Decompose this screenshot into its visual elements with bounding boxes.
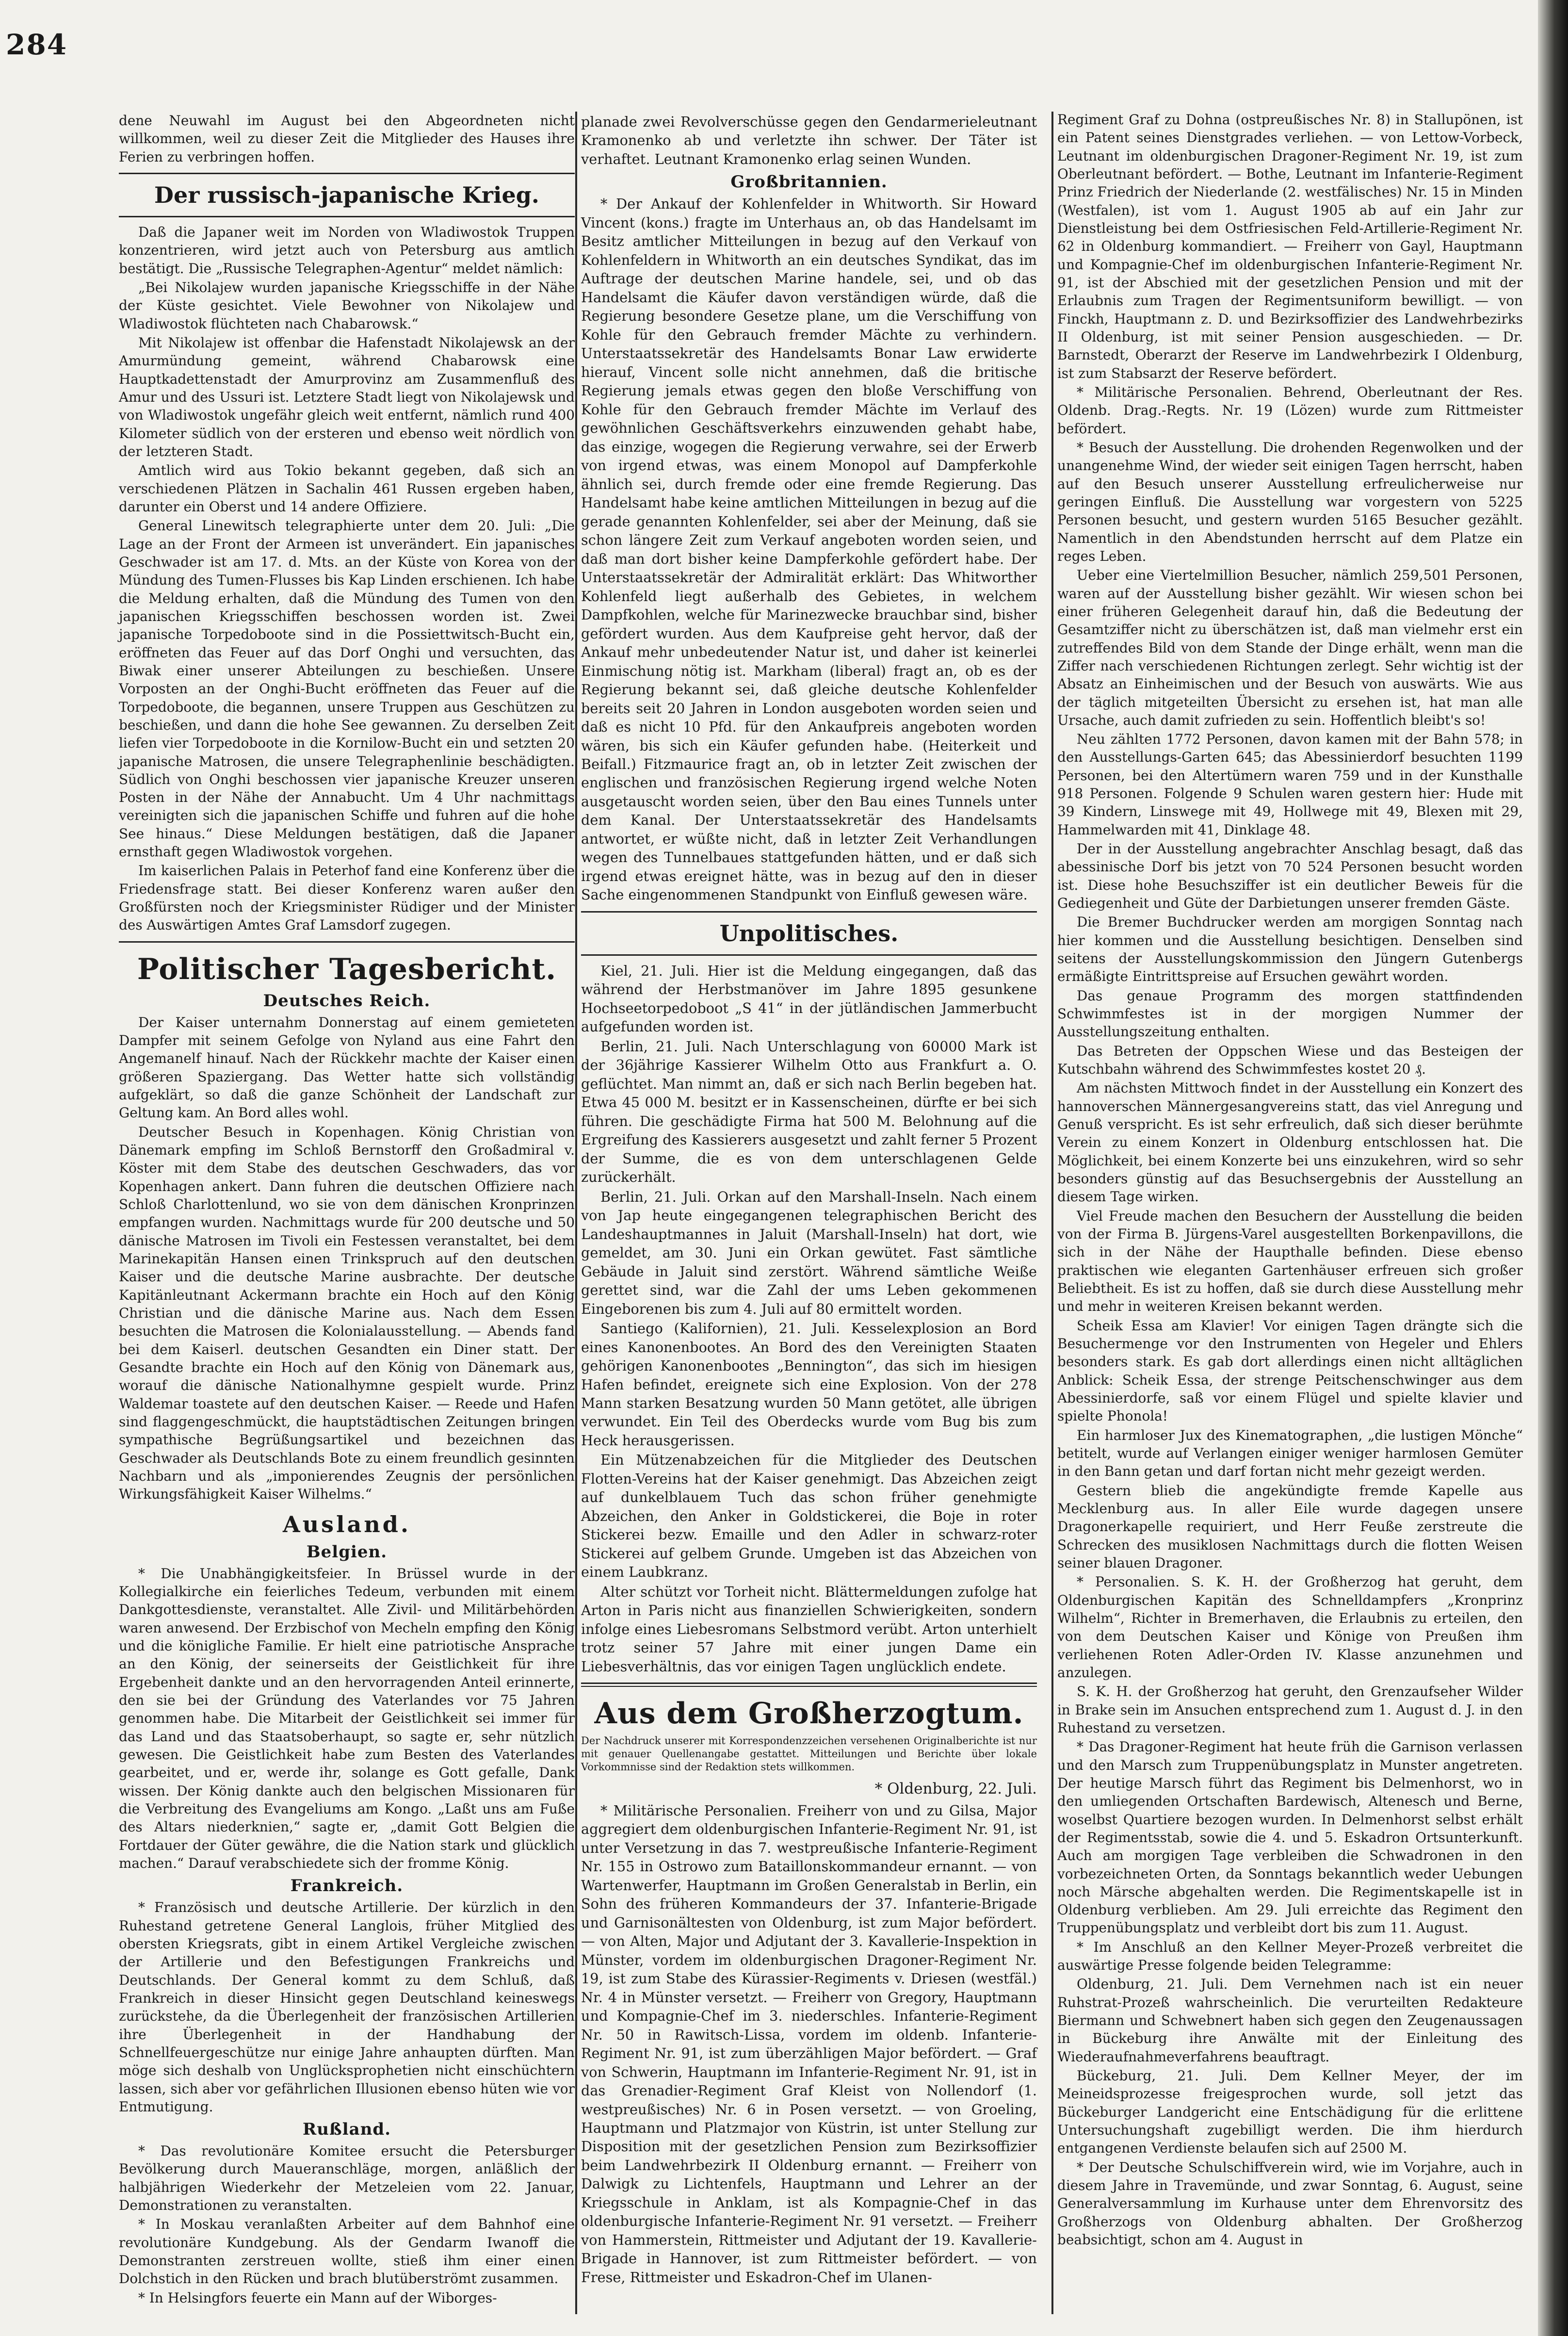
page-binding-edge [1538, 0, 1568, 2336]
paragraph: * Französisch und deutsche Artillerie. Der kürzlich in den Ruhestand getretene General Langlois, früher Mitglied des obersten Kriegsrats, gibt in einem Artikel Vergleiche zwischen der Artillerie und den Befestigungen Frankreichs und Deutschlands. Der General kommt zu dem Schluß, daß Frankreich in dieser Hinsicht gegen Deutschland keineswegs zurückstehe, da die Überlegenheit der französischen Artillerien ihre Überlegenheit in der Handhabung der Schnellfeuergeschütze nur einige Jahre anhaupten dürften. Man möge sich deshalb von Unglücksprophetien nicht einschüchtern lassen, sich aber vor gefährlichen Illusionen ebenso hüten wie vor Entmutigung. [119, 1899, 575, 2115]
paragraph: Der in der Ausstellung angebrachter Anschlag besagt, daß das abessinische Dorf bis jetzt von 70 524 Personen besucht worden ist. Diese hohe Besuchsziffer ist ein deutlicher Beweis für die Gediegenheit und Güte der Darbietungen unserer fremden Gäste. [1057, 841, 1523, 912]
paragraph: Ein harmloser Jux des Kinematographen, „die lustigen Mönche“ betitelt, wurde auf Verlangen einiger weniger harmlosen Gemüter in den Bann getan und darf fortan nicht mehr gezeigt werden. [1057, 1427, 1523, 1480]
heading-unpolitical: Unpolitisches. [719, 920, 899, 947]
heading-grand-duchy: Aus dem Großherzogtum. [594, 1697, 1024, 1731]
paragraph: Ueber eine Viertelmillion Besucher, nämlich 259,501 Personen, waren auf der Ausstellung bisher gezählt. Wir wiesen schon bei einer früheren Gelegenheit darauf hin, daß die Bedeutung der Gesamtziffer nicht zu überschätzen ist, daß man vielmehr erst ein zutreffendes Bild von dem Stande der Dinge erhält, wenn man die Ziffer nach verschiedenen Richtungen zerlegt. Sehr wichtig ist der Absatz an Einheimischen und der Besuch von auswärts. Wie aus der täglich mitgeteilten Übersicht zu ersehen ist, hat man alle Ursache, auch damit zufrieden zu sein. Hoffentlich bleibt's so! [1057, 567, 1523, 728]
heading-russia: Rußland. [302, 2120, 391, 2140]
paragraph: * Personalien. S. K. H. der Großherzog hat geruht, dem Oldenburgischen Kapitän des Schnelldampfers „Kronprinz Wilhelm“, Richter in Bremerhaven, die Erlaubnis zu erteilen, den von dem Deutschen Kaiser und Könige von Preußen ihm verliehenen Roten Adler-Orden IV. Klasse anzunehmen und anzulegen. [1057, 1574, 1523, 1681]
paragraph: * Militärische Personalien. Behrend, Oberleutnant der Res. Oldenb. Drag.-Regts. Nr. 19 (Lözen) wurde zum Rittmeister befördert. [1057, 384, 1523, 437]
paragraph: * Militärische Personalien. Freiherr von und zu Gilsa, Major aggregiert dem oldenburgischen Infanterie-Regiment Nr. 91, ist unter Versetzung in das 7. westpreußische Infanterie-Regiment Nr. 155 in Ostrowo zum Bataillonskommandeur ernannt. — von Wartenwerfer, Hauptmann im Großen Generalstab in Berlin, ein Sohn des früheren Kommandeurs der 37. Infanterie-Brigade und Garnisonältesten von Oldenburg, ist zum Major befördert. — von Alten, Major und Adjutant der 3. Kavallerie-Inspektion in Münster, vordem im oldenburgischen Dragoner-Regiment Nr. 19, ist zum Stabe des Kürassier-Regiments v. Driesen (westfäl.) Nr. 4 in Münster versetzt. — Freiherr von Gregory, Hauptmann und Kompagnie-Chef im 3. niederschles. Infanterie-Regiment Nr. 50 in Rawitsch-Lissa, vordem im oldenb. Infanterie-Regiment Nr. 91, ist zum überzähligen Major befördert. — Graf von Schwerin, Hauptmann im Infanterie-Regiment Nr. 91, ist in das Grenadier-Regiment Graf Kleist von Nollendorf (1. westpreußisches) Nr. 6 in Posen versetzt. — von Groeling, Hauptmann und Platzmajor von Küstrin, ist unter Stellung zur Disposition mit der gesetzlichen Pension zum Bezirksoffizier beim Landwehrbezirk II Oldenburg ernannt. — Freiherr von Dalwigk zu Lichtenfels, Hauptmann und Lehrer an der Kriegsschule in Anklam, ist als Kompagnie-Chef in das oldenburgische Infanterie-Regiment Nr. 91 versetzt. — Freiherr von Hammerstein, Rittmeister und Adjutant der 19. Kavallerie-Brigade in Hannover, ist zum Rittmeister befördert. — von Frese, Rittmeister und Eskadron-Chef im Ulanen- [581, 1802, 1037, 2286]
separator [581, 911, 1037, 913]
paragraph: dene Neuwahl im August bei den Abgeordneten nicht willkommen, weil zu dieser Zeit die Mitglieder des Hauses ihre Ferien zu verbringen hoffen. [119, 113, 575, 165]
heading-belgium: Belgien. [306, 1542, 388, 1562]
paragraph: General Linewitsch telegraphierte unter dem 20. Juli: „Die Lage an der Front der Armeen ist unverändert. Ein japanisches Geschwader ist am 17. d. Mts. an der Küste von Korea von der Mündung des Tumen-Flusses bis Kap Linden erschienen. Ich habe die Meldung erhalten, daß die Mündung des Tumen von den japanischen Kriegsschiffen beschossen worden ist. Zwei japanische Torpedoboote sind in die Possiettwitsch-Bucht ein, eröffneten das Feuer auf das Dorf Onghi und versuchten, das Biwak einer unserer Abteilungen zu beschießen. Unsere Vorposten an der Onghi-Bucht eröffneten das Feuer auf die Torpedoboote, die begannen, unsere Truppen aus Geschützen zu beschießen, und dann die hohe See gewannen. Zu derselben Zeit liefen vier Torpedoboote in die Kornilow-Bucht ein und setzten 20 japanische Matrosen, die unsere Telegraphenlinie beschädigten. Südlich von Onghi beschossen vier japanische Kreuzer unseren Posten in der Nähe der Annabucht. Um 4 Uhr nachmittags vereinigten sich die japanischen Schiffe und fuhren auf die hohe See hinaus.“ Diese Meldungen bestätigen, daß die Japaner ernsthaft gegen Wladiwostok vorgehen. [119, 518, 575, 860]
paragraph: Scheik Essa am Klavier! Vor einigen Tagen drängte sich die Besuchermenge vor den Instrumenten von Hegeler und Ehlers besonders stark. Es gab dort allerdings einen nicht alltäglichen Anblick: Scheik Essa, der strenge Peitschenschwinger aus dem Abessinierdorfe, saß vor einem Flügel und spielte klavier und spielte Phonola! [1057, 1317, 1523, 1424]
paragraph: Das genaue Programm des morgen stattfindenden Schwimmfestes ist in der morgigen Nummer der Ausstellungszeitung enthalten. [1057, 987, 1523, 1040]
paragraph: Berlin, 21. Juli. Nach Unterschlagung von 60000 Mark ist der 36jährige Kassierer Wilhelm Otto aus Frankfurt a. O. geflüchtet. Man nimmt an, daß er sich nach Berlin begeben hat. Etwa 45 000 M. besitzt er in Kassenscheinen, dürfte er bei sich führen. Die geschädigte Firma hat 500 M. Belohnung auf die Ergreifung des Kassierers ausgesetzt und zahlt ferner 5 Prozent der Summe, die es von dem unterschlagenen Gelde zurückerhält. [581, 1038, 1037, 1186]
heading-france: Frankreich. [290, 1876, 404, 1896]
dateline: * Oldenburg, 22. Juli. [874, 1780, 1037, 1798]
paragraph: Gestern blieb die angekündigte fremde Kapelle aus Mecklenburg aus. In aller Eile wurde dagegen unsere Dragonerkapelle requiriert, und Herr Feuße zerstreute die Schrecken des musiklosen Nachmittags durch die flotten Weisen seiner blauen Dragoner. [1057, 1482, 1523, 1571]
heading-russo-japanese-war: Der russisch-japanische Krieg. [154, 181, 539, 208]
column-1 [119, 112, 575, 2308]
paragraph: * Die Unabhängigkeitsfeier. In Brüssel wurde in der Kollegialkirche ein feierliches Tedeum, verbunden mit einem Dankgottesdienste, veranstaltet. Alle Zivil- und Militärbehörden waren anwesend. Der Erzbischof von Mecheln empfing den König und die königliche Familie. Er hielt eine patriotische Ansprache an den König, der seinerseits der Geistlichkeit für ihre Ergebenheit dankte und an den hervorragenden Anteil erinnerte, den sie bei der Gründung des Vaterlandes vor 75 Jahren genommen habe. Die Mitarbeit der Geistlichkeit sei immer für das Land und das Staatsoberhaupt, so sagte er, sehr nützlich gewesen. Die Geistlichkeit habe zum Besten des Vaterlandes gearbeitet, und er, werde ihr, solange es Gott gefalle, Dank wissen. Der König dankte auch den belgischen Missionaren für die Verbreitung des Evangeliums am Kongo. „Laßt uns am Fuße des Altars niederknien,“ sagte er, „damit Gott Belgien die Fortdauer der Güter gewähre, die die Nation stark und glücklich machen.“ Darauf verabschiedete sich der fromme König. [119, 1565, 575, 1871]
paragraph: Ein Mützenabzeichen für die Mitglieder des Deutschen Flotten-Vereins hat der Kaiser genehmigt. Das Abzeichen zeigt auf dunkelblauem Tuch das schon früher genehmigte Abzeichen, den Anker in Goldstickerei, die Boje in roter Stickerei bezw. Emaille und den Adler in schwarz-roter Stickerei auf gelbem Grunde. Umgeben ist das Abzeichen von einem Laubkranz. [581, 1452, 1037, 1581]
paragraph: „Bei Nikolajew wurden japanische Kriegsschiffe in der Nähe der Küste gesichtet. Viele Bewohner von Nikolajew und Wladiwostok flüchteten nach Chabarowsk.“ [119, 279, 575, 332]
paragraph: Neu zählten 1772 Personen, davon kamen mit der Bahn 578; in den Ausstellungs-Garten 645; das Abessinierdorf besuchten 1199 Personen, bei den Altertümern waren 759 und in der Kunsthalle 918 Personen. Folgende 9 Schulen waren gestern hier: Hude mit 39 Kindern, Linswege mit 49, Hollwege mit 49, Blexen mit 29, Hammelwarden mit 41, Dinklage 48. [1057, 731, 1523, 838]
paragraph: Der Kaiser unternahm Donnerstag auf einem gemieteten Dampfer mit seinem Gefolge von Nyland aus eine Fahrt den Angemanelf hinauf. Nach der Rückkehr machte der Kaiser einen größeren Spaziergang. Das Wetter hatte sich vollständig aufgeklärt, so daß die ganze Schönheit der Landschaft zur Geltung kam. An Bord alles wohl. [119, 1014, 575, 1121]
paragraph: Im kaiserlichen Palais in Peterhof fand eine Konferenz über die Friedensfrage statt. Bei dieser Konferenz waren außer den Großfürsten noch der Kriegsminister Rüdiger und der Minister des Auswärtigen Amtes Graf Lamsdorf zugegen. [119, 863, 575, 933]
paragraph: * In Moskau veranlaßten Arbeiter auf dem Bahnhof eine revolutionäre Kundgebung. Als der Gendarm Iwanoff die Demonstranten zerstreuen wollte, stieß ihm einer einen Dolchstich in den Rücken und brach blutüberströmt zusammen. [119, 2216, 575, 2287]
column-rule [575, 112, 577, 2314]
paragraph: Bückeburg, 21. Juli. Dem Kellner Meyer, der im Meineidsprozesse freigesprochen wurde, soll jetzt das Bückeburger Landgericht eine Entschädigung für die erlittene Untersuchungshaft zugebilligt werden. Die ihm hierdurch entgangenen Verdienste belaufen sich auf 2500 M. [1057, 2068, 1523, 2156]
heading-german-empire: Deutsches Reich. [263, 991, 431, 1011]
paragraph: Berlin, 21. Juli. Orkan auf den Marshall-Inseln. Nach einem von Jap heute eingegangenen telegraphischen Bericht des Landeshauptmannes in Jaluit (Marshall-Inseln) hat dort, wie gemeldet, am 30. Juni ein Orkan gewütet. Fast sämtliche Gebäude in Jaluit sind zerstört. Während sämtliche Weiße gerettet sind, war die Zahl der ums Leben gekommenen Eingeborenen bis zum 4. Juli auf 80 ermittelt worden. [581, 1188, 1037, 1317]
paragraph: S. K. H. der Großherzog hat geruht, den Grenzaufseher Wilder in Brake sein im Ansuchen entsprechend zum 1. August d. J. in den Ruhestand zu versetzen. [1057, 1683, 1523, 1736]
paragraph: Amtlich wird aus Tokio bekannt gegeben, daß sich an verschiedenen Plätzen in Sachalin 461 Russen ergeben haben, darunter ein Oberst und 14 andere Offiziere. [119, 462, 575, 515]
paragraph: * Der Ankauf der Kohlenfelder in Whitworth. Sir Howard Vincent (kons.) fragte im Unterhaus an, ob das Handelsamt im Besitz amtlicher Mitteilungen in bezug auf den Verkauf von Kohlenfeldern in Whitworth an ein deutsches Syndikat, das im Auftrage der deutschen Marine handele, sei, und ob das Handelsamt die Käufer davon verständigen würde, daß die Regierung besondere Gesetze plane, um die Verschiffung von Kohle für den Gebrauch fremder Mächte zu verhindern. Unterstaatssekretär des Handelsamts Bonar Law erwiderte hierauf, Vincent solle nicht annehmen, daß die britische Regierung jemals etwas gegen den bloße Verschiffung von Kohle für den Gebrauch fremder Mächte im Verlauf des gewöhnlichen Geschäftsverkehrs einzuwenden gehabt habe, das einzige, wogegen die Regierung verwahre, sei der Erwerb von irgend etwas, was einem Monopol auf Dampferkohle ähnlich sei, durch fremde oder eine fremde Regierung. Das Handelsamt habe keine amtlichen Mitteilungen in bezug auf die gerade genannten Kohlenfelder, sei aber der Meinung, daß sie schon längere Zeit zum Verkauf angeboten worden seien, und daß man dort bisher keine Dampferkohle gefördert habe. Der Unterstaatssekretär der Admiralität erklärt: Das Whitworther Kohlenfeld liegt außerhalb des Gebietes, in welchem Dampfkohlen, welche für Marinezwecke brauchbar sind, bisher gefördert wurden. Aus dem Kaufpreise geht hervor, daß der Ankauf mehr unbedeutender Natur ist, und daher ist keinerlei Einmischung nötig ist. Markham (liberal) fragt an, ob es der Regierung bekannt sei, daß gleiche deutsche Kohlenfelder bereits seit 20 Jahren in London ausgeboten worden seien und daß es nicht 10 Pfd. für den Ankaufpreis angeboten worden wären, bis sich ein Käufer gefunden habe. (Heiterkeit und Beifall.) Fitzmaurice fragt an, ob in letzter Zeit zwischen der englischen und französischen Regierung irgend welche Noten ausgetauscht worden seien, über den Bau eines Tunnels unter dem Kanal. Der Unterstaatssekretär des Handelsamts antwortet, er wüßte nicht, daß in letzter Zeit Verhandlungen wegen des Tunnelbaues stattgefunden hätten, und er daß sich irgend etwas ereignet hätte, was in bezug auf den in dieser Sache eingenommenen Standpunkt von Einfluß gewesen wäre. [581, 196, 1037, 903]
paragraph: Kiel, 21. Juli. Hier ist die Meldung eingegangen, daß das während der Herbstmanöver im Jahre 1895 gesunkene Hochseetorpedoboot „S 41“ in der jütländischen Jammerbucht aufgefunden worden ist. [581, 962, 1037, 1035]
paragraph: Viel Freude machen den Besuchern der Ausstellung die beiden von der Firma B. Jürgens-Varel ausgestellten Borkenpavillons, die sich in der Nähe der Haupthalle befinden. Diese ebenso praktischen wie eleganten Gartenhäuser erfreuen sich großer Beliebtheit. Es ist zu hoffen, daß sie durch diese Ausstellung mehr und mehr in weiteren Kreisen bekannt werden. [1057, 1208, 1523, 1315]
separator [119, 173, 575, 174]
column-2 [581, 113, 1037, 2287]
heading-abroad: Ausland. [283, 1511, 411, 1537]
separator [581, 1683, 1037, 1687]
paragraph: Die Bremer Buchdrucker werden am morgigen Sonntag nach hier kommen und die Ausstellung besichtigen. Denselben sind seitens der Ausstellungskommission den Jüngern Gutenbergs ermäßigte Eintrittspreise auf Ersuchen gewährt worden. [1057, 914, 1523, 985]
paragraph: * Im Anschluß an den Kellner Meyer-Prozeß verbreitet die auswärtige Presse folgende beiden Telegramme: [1057, 1939, 1523, 1974]
paragraph: * Das Dragoner-Regiment hat heute früh die Garnison verlassen und den Marsch zum Truppenübungsplatz in Munster angetreten. Der heutige Marsch führt das Regiment bis Delmenhorst, wo in den umliegenden Ortschaften Bardewisch, Altenesch und Berne, woselbst Quartiere bezogen wurden. In Delmenhorst selbst erhält der Regimentsstab, sowie die 4. und 5. Eskadron Ortsunterkunft. Auch am morgigen Tage verbleiben die Schwadronen in den vorbezeichneten Orten, da Sonntags bekanntlich weder Uebungen noch Märsche abgehalten werden. Die Regimentskapelle ist in Oldenburg verblieben. Am 29. Juli erreichte das Regiment den Truppenübungsplatz und verbleibt dort bis zum 11. August. [1057, 1739, 1523, 1936]
paragraph: Am nächsten Mittwoch findet in der Ausstellung ein Konzert des hannoverschen Männergesangvereins statt, das viel Anregung und Genuß verspricht. Es ist sehr erfreulich, daß sich dieser berühmte Verein zu einem Konzert in Oldenburg entschlossen hat. Die Möglichkeit, bei einem Konzerte bei uns einzukehren, wird so sehr besonders günstig auf das Besuchsergebnis der Ausstellung an diesem Tage wirken. [1057, 1080, 1523, 1205]
paragraph: Daß die Japaner weit im Norden von Wladiwostok Truppen konzentrieren, wird jetzt auch von Petersburg aus amtlich bestätigt. Die „Russische Telegraphen-Agentur“ meldet nämlich: [119, 224, 575, 277]
separator [119, 941, 575, 943]
paragraph: Regiment Graf zu Dohna (ostpreußisches Nr. 8) in Stallupönen, ist ein Patent seines Dienstgrades verliehen. — von Lettow-Vorbeck, Leutnant im oldenburgischen Dragoner-Regiment Nr. 19, ist zum Oberleutnant befördert. — Bothe, Leutnant im Infanterie-Regiment Prinz Friedrich der Niederlande (2. westfälisches) Nr. 15 in Minden (Westfalen), ist vom 1. August 1905 ab auf ein Jahr zur Dienstleistung bei dem Ostfriesischen Feld-Artillerie-Regiment Nr. 62 in Oldenburg kommandiert. — Freiherr von Gayl, Hauptmann und Kompagnie-Chef im oldenburgischen Infanterie-Regiment Nr. 91, ist der Abschied mit der gesetzlichen Pension und mit der Erlaubnis zum Tragen der Regimentsuniform bewilligt. — von Finckh, Hauptmann z. D. und Bezirksoffizier des Landwehrbezirks II Oldenburg, ist mit seiner Pension ausgeschieden. — Dr. Barnstedt, Oberarzt der Reserve im Landwehrbezirk I Oldenburg, ist zum Stabsarzt der Reserve befördert. [1057, 112, 1523, 381]
separator [581, 954, 1037, 956]
paragraph: Mit Nikolajew ist offenbar die Hafenstadt Nikolajewsk an der Amurmündung gemeint, während Chabarowsk eine Hauptkadettenstadt der Amurprovinz am Zusammenfluß des Amur und des Ussuri ist. Letztere Stadt liegt von Nikolajewsk und von Wladiwostok ungefähr gleich weit entfernt, nämlich rund 400 Kilometer südlich von der ersteren und ebenso weit nördlich von der letzteren Stadt. [119, 334, 575, 459]
page-number: 284 [6, 28, 68, 61]
heading-great-britain: Großbritannien. [730, 172, 888, 192]
paragraph: * Das revolutionäre Komitee ersucht die Petersburger Bevölkerung durch Maueranschläge, morgen, anläßlich der halbjährigen Wiederkehr der Metzeleien vom 22. Januar, Demonstrationen zu veranstalten. [119, 2143, 575, 2214]
paragraph: * In Helsingfors feuerte ein Mann auf der Wiborges- [138, 2289, 497, 2306]
paragraph: Alter schützt vor Torheit nicht. Blättermeldungen zufolge hat Arton in Paris nicht aus finanziellen Schwierigkeiten, sondern infolge eines Liebesromans Selbstmord verübt. Arton unterhielt trotz seiner 57 Jahre mit einer jungen Dame ein Liebesverhältnis, das vor einigen Tagen unglücklich endete. [581, 1583, 1037, 1675]
column-3 [1057, 111, 1523, 2250]
paragraph: planade zwei Revolverschüsse gegen den Gendarmerieleutnant Kramonenko ab und verletzte ihn schwer. Der Täter ist verhaftet. Leutnant Kramonenko erlag seinen Wunden. [581, 114, 1037, 167]
paragraph: * Der Deutsche Schulschiffverein wird, wie im Vorjahre, auch in diesem Jahre in Travemünde, und zwar Sonntag, 6. August, seine Generalversammlung im Kurhause unter dem Ehrenvorsitz des Großherzogs von Oldenburg abhalten. Der Großherzog beabsichtigt, schon am 4. August in [1057, 2159, 1523, 2248]
paragraph: Das Betreten der Oppschen Wiese und das Besteigen der Kutschbahn während des Schwimmfestes kostet 20 ₰. [1057, 1043, 1523, 1078]
separator [119, 216, 575, 217]
paragraph: Deutscher Besuch in Kopenhagen. König Christian von Dänemark empfing im Schloß Bernstorff den Großadmiral v. Köster mit dem Stabe des deutschen Geschwaders, das vor Kopenhagen ankert. Dann fuhren die deutschen Offiziere nach Schloß Charlottenlund, wo sie von dem dänischen Kronprinzen empfangen wurden. Nachmittags wurde für 200 deutsche und 50 dänische Matrosen im Tivoli ein Festessen veranstaltet, bei dem Marinekapitän Hansen einen Trinkspruch auf den deutschen Kaiser und die deutsche Marine ausbrachte. Der deutsche Kapitänleutnant Ackermann brachte ein Hoch auf den König Christian und die dänische Marine aus. Nach dem Essen besuchten die Matrosen die Kolonialausstellung. — Abends fand bei dem Kaiserl. deutschen Gesandten ein Diner statt. Der Gesandte brachte ein Hoch auf den König von Dänemark aus, worauf die dänische Nationalhymne gespielt wurde. Prinz Waldemar toastete auf den deutschen Kaiser. — Reede und Hafen sind flaggengeschmückt, die hauptstädtischen Zeitungen bringen sympathische Begrüßungsartikel und bezeichnen das Geschwader als Deutschlands Bote zu einem freundlich gesinnten Nachbarn und als „imponierendes Zeugnis der persönlichen Wirkungsfähigkeit Kaiser Wilhelms.“ [119, 1124, 575, 1503]
paragraph: Santiego (Kalifornien), 21. Juli. Kesselexplosion an Bord eines Kanonenbootes. An Bord des den Vereinigten Staaten gehörigen Kanonenbootes „Bennington“, das sich im hiesigen Hafen befindet, ereignete sich eine Explosion. Von der 278 Mann starken Besatzung wurden 50 Mann getötet, alle übrigen verwundet. Ein Teil des Oberdecks wurde vom Bug bis zum Heck herausgerissen. [581, 1320, 1037, 1449]
paragraph: Oldenburg, 21. Juli. Dem Vernehmen nach ist ein neuer Ruhstrat-Prozeß wahrscheinlich. Die verurteilten Redakteure Biermann und Schwebnert haben sich gegen den Zeugenaussagen in Bückeburg ihre Anwälte mit der Einleitung des Wiederaufnahmeverfahrens beauftragt. [1057, 1976, 1523, 2065]
paragraph: * Besuch der Ausstellung. Die drohenden Regenwolken und der unangenehme Wind, der wieder seit einigen Tagen herrscht, haben auf den Besuch unserer Ausstellung erfreulicherweise nur geringen Einfluß. Die Ausstellung war vorgestern von 5225 Personen besucht, und gestern wurden 5165 Besucher gezählt. Namentlich in den Abendstunden herrscht auf dem Platze ein reges Leben. [1057, 439, 1523, 564]
reprint-note: Der Nachdruck unserer mit Korrespondenzzeichen versehenen Originalberichte ist nur mit genauer Quellenangabe gestattet. Mitteilungen und Berichte über lokale Vorkommnisse sind der Redaktion stets willkommen. [581, 1735, 1037, 1773]
heading-political-daily-report: Politischer Tagesbericht. [137, 952, 557, 986]
column-rule [1051, 112, 1053, 2314]
